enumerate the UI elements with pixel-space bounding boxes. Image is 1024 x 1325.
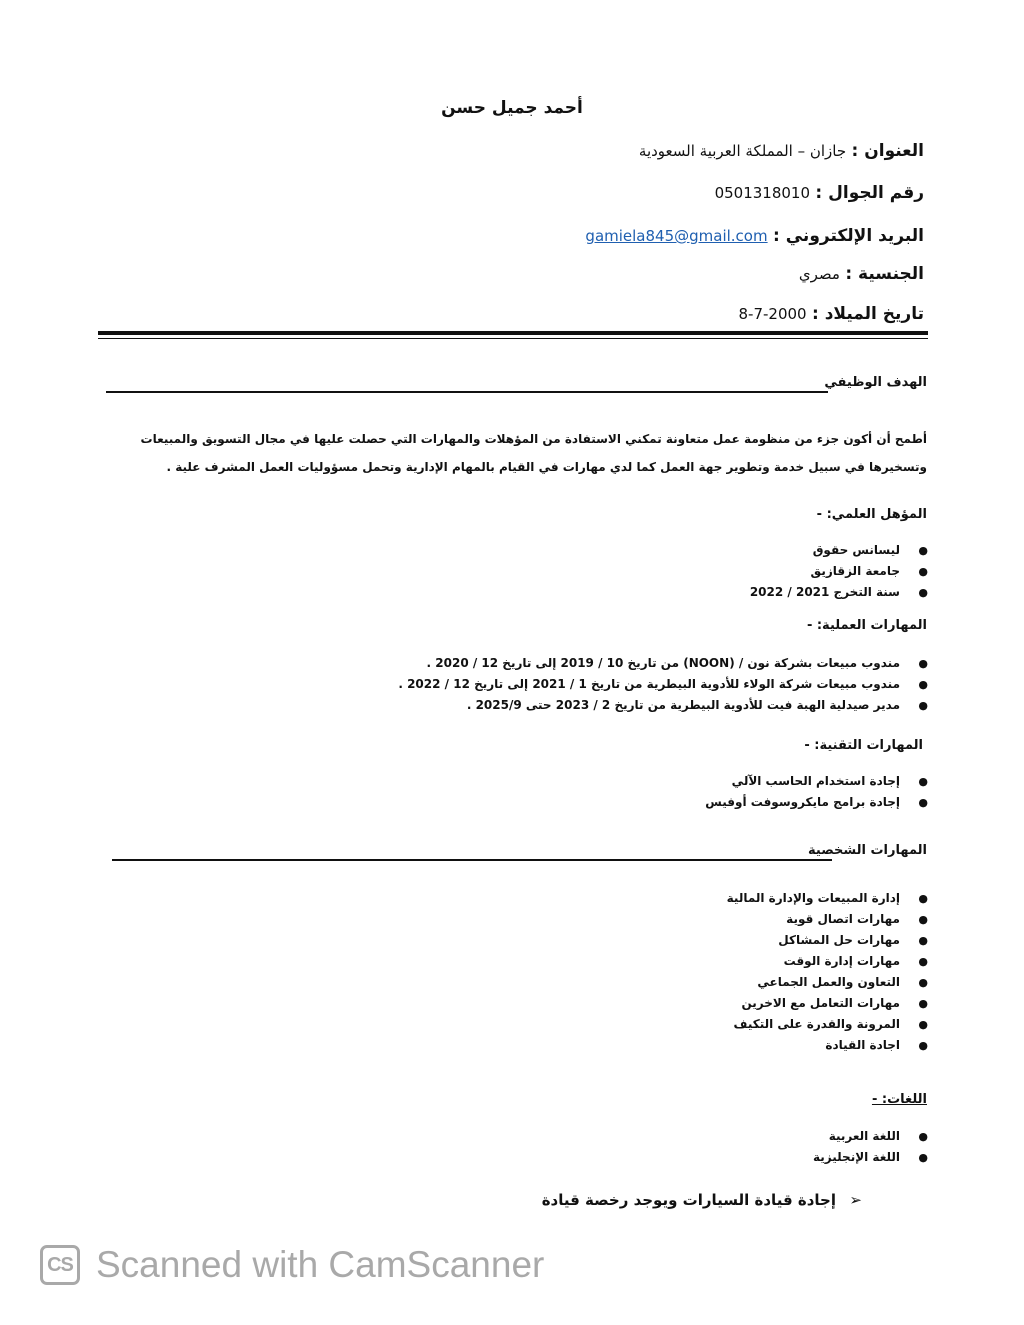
bullet-icon: ● bbox=[918, 586, 928, 599]
driving-line bbox=[541, 1191, 862, 1209]
list-item: ● مهارات التعامل مع الاخرين bbox=[727, 993, 900, 1014]
languages-title: اللغات: - bbox=[871, 1092, 927, 1107]
technical-list bbox=[705, 771, 928, 813]
bullet-icon: ● bbox=[918, 796, 928, 809]
bullet-icon: ● bbox=[918, 1130, 928, 1143]
list-item: ● ليسانس حقوق bbox=[750, 540, 900, 561]
email-line bbox=[585, 226, 924, 246]
bullet-icon: ● bbox=[918, 913, 928, 926]
list-item: ● إدارة المبيعات والإدارة المالية bbox=[727, 888, 900, 909]
bullet-icon: ● bbox=[918, 997, 928, 1010]
languages-list bbox=[813, 1126, 928, 1168]
email-label: البريد الإلكتروني : bbox=[773, 226, 924, 246]
nationality-line bbox=[799, 264, 924, 284]
list-item: ● سنة التخرج 2021 / 2022 bbox=[750, 582, 900, 603]
list-item: ● مندوب مبيعات شركة الولاء للأدوية البيطرية من تاريخ 1 / 2021 إلى تاريخ 12 / 2022 . bbox=[398, 674, 900, 695]
technical-title: المهارات التقنية: - bbox=[804, 738, 923, 753]
list-item: ● مهارات إدارة الوقت bbox=[727, 951, 900, 972]
person-name: أحمد جميل حسن bbox=[441, 98, 583, 118]
personal-skills-title-line bbox=[112, 859, 832, 861]
bullet-icon: ● bbox=[918, 775, 928, 788]
bullet-icon: ● bbox=[918, 657, 928, 670]
camscanner-logo-icon: CS bbox=[40, 1245, 80, 1285]
bullet-icon: ● bbox=[918, 699, 928, 712]
bullet-icon: ● bbox=[918, 934, 928, 947]
bullet-icon: ● bbox=[918, 544, 928, 557]
nationality-label: الجنسية : bbox=[845, 264, 924, 284]
list-item: ● التعاون والعمل الجماعي bbox=[727, 972, 900, 993]
bullet-icon: ● bbox=[918, 892, 928, 905]
personal-skills-title: المهارات الشخصية bbox=[808, 843, 927, 858]
bullet-icon: ● bbox=[918, 678, 928, 691]
address-value: جازان – المملكة العربية السعودية bbox=[638, 142, 847, 160]
list-item: ● إجادة برامج مايكروسوفت أوفيس bbox=[705, 792, 900, 813]
list-item: ● مهارات حل المشاكل bbox=[727, 930, 900, 951]
address-line bbox=[639, 141, 924, 161]
address-label: العنوان : bbox=[851, 141, 924, 161]
bullet-icon: ● bbox=[918, 565, 928, 578]
list-item: ● جامعة الزقازيق bbox=[750, 561, 900, 582]
bullet-icon: ● bbox=[918, 976, 928, 989]
list-item: ● مهارات اتصال قوية bbox=[727, 909, 900, 930]
objective-title-line bbox=[106, 391, 828, 393]
birthdate-line bbox=[738, 304, 924, 324]
list-item: ● المرونة والقدرة على التكيف bbox=[727, 1014, 900, 1035]
header-divider-thin bbox=[98, 338, 928, 339]
phone-label: رقم الجوال : bbox=[815, 183, 924, 203]
list-item: ● اجادة القيادة bbox=[727, 1035, 900, 1056]
driving-text: إجادة قيادة السيارات ويوجد رخصة قيادة bbox=[541, 1191, 836, 1209]
education-title: المؤهل العلمي: - bbox=[816, 507, 927, 522]
watermark-text: Scanned with CamScanner bbox=[96, 1244, 545, 1285]
list-item: ● مدير صيدلية الهبة فيت للأدوية البيطرية من تاريخ 2 / 2023 حتى 2025/9 . bbox=[398, 695, 900, 716]
header-divider-thick bbox=[98, 331, 928, 335]
education-list bbox=[749, 540, 928, 603]
birthdate-value: 8-7-2000 bbox=[738, 305, 807, 323]
bullet-icon: ● bbox=[918, 955, 928, 968]
list-item: ● اللغة العربية bbox=[813, 1126, 900, 1147]
birthdate-label: تاريخ الميلاد : bbox=[811, 304, 924, 324]
bullet-icon: ● bbox=[918, 1018, 928, 1031]
list-item: ● اللغة الإنجليزية bbox=[813, 1147, 900, 1168]
phone-line bbox=[715, 183, 924, 203]
objective-title: الهدف الوظيفي bbox=[824, 375, 927, 390]
arrow-bullet-icon: ➢ bbox=[849, 1191, 862, 1209]
objective-text: أطمح أن أكون جزء من منظومة عمل متعاونة تمكني الاستفادة من المؤهلات والمهارات التي حصلت عليها في مجال التسويق والمبيعات وتسخيرها في سبيل خدمة وتطوير جهة العمل كما لدي مهارات في القيام بالمهام الإدارية وتحمل مسؤوليات العمل المشرف علية . bbox=[140, 432, 927, 474]
list-item: ● مندوب مبيعات بشركة نون / (NOON) من تاريخ 10 / 2019 إلى تاريخ 12 / 2020 . bbox=[398, 653, 900, 674]
experience-title: المهارات العملية: - bbox=[806, 618, 927, 633]
camscanner-watermark bbox=[40, 1240, 544, 1290]
email-link[interactable]: gamiela845@gmail.com bbox=[585, 227, 768, 245]
experience-list bbox=[398, 653, 928, 716]
bullet-icon: ● bbox=[918, 1039, 928, 1052]
phone-value: 0501318010 bbox=[714, 184, 810, 202]
bullet-icon: ● bbox=[918, 1151, 928, 1164]
nationality-value: مصري bbox=[798, 265, 840, 283]
list-item: ● إجادة استخدام الحاسب الآلي bbox=[705, 771, 900, 792]
personal-skills-list bbox=[726, 888, 928, 1056]
